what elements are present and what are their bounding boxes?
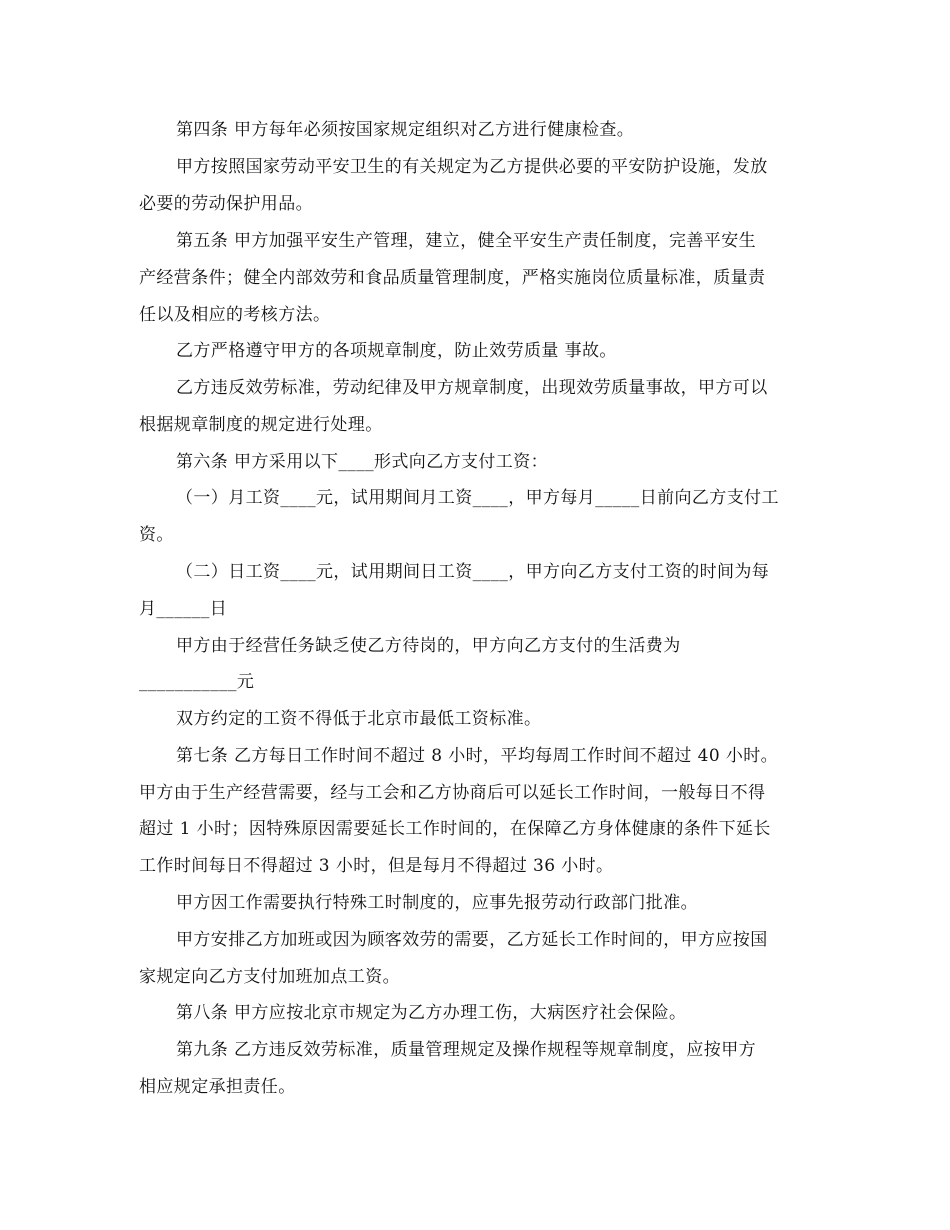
text-line: 相应规定承担责任。 — [139, 1077, 296, 1097]
text-line: 工作时间每日不得超过 3 小时，但是每月不得超过 36 小时。 — [139, 856, 614, 876]
text-line: 第七条 乙方每日工作时间不超过 8 小时，平均每周工作时间不超过 40 小时。 — [176, 746, 779, 766]
text-line: 第五条 甲方加强平安生产管理，建立，健全平安生产责任制度，完善平安生 — [176, 231, 757, 251]
text-line: 乙方违反效劳标准，劳动纪律及甲方规章制度，出现效劳质量事故，甲方可以 — [176, 378, 768, 398]
text-line: 第九条 乙方违反效劳标准，质量管理规定及操作规程等规章制度，应按甲方 — [176, 1040, 757, 1060]
text-line: 必要的劳动保护用品。 — [139, 194, 313, 214]
text-line: （一）月工资____元，试用期间月工资____，甲方每月_____日前向乙方支付工 — [176, 488, 779, 508]
text-line: 乙方严格遵守甲方的各项规章制度，防止效劳质量 事故。 — [176, 341, 617, 361]
text-line: 甲方由于生产经营需要，经与工会和乙方协商后可以延长工作时间，一般每日不得 — [139, 783, 766, 803]
text-line: 甲方因工作需要执行特殊工时制度的，应事先报劳动行政部门批准。 — [176, 893, 698, 913]
text-line: 甲方按照国家劳动平安卫生的有关规定为乙方提供必要的平安防护设施，发放 — [176, 157, 768, 177]
text-line: 双方约定的工资不得低于北京市最低工资标准。 — [176, 709, 542, 729]
text-line: 月______日 — [139, 599, 228, 619]
text-line: 甲方安排乙方加班或因为顾客效劳的需要，乙方延长工作时间的，甲方应按国 — [176, 930, 768, 950]
text-line: ___________元 — [139, 672, 255, 692]
text-line: 甲方由于经营任务缺乏使乙方待岗的，甲方向乙方支付的生活费为 — [176, 636, 681, 656]
text-line: 产经营条件；健全内部效劳和食品质量管理制度，严格实施岗位质量标准，质量责 — [139, 268, 766, 288]
text-line: 第八条 甲方应按北京市规定为乙方办理工伤，大病医疗社会保险。 — [176, 1003, 687, 1023]
text-line: 任以及相应的考核方法。 — [139, 305, 331, 325]
text-line: 超过 1 小时；因特殊原因需要延长工作时间的，在保障乙方身体健康的条件下延长 — [139, 819, 771, 839]
text-line: 第四条 甲方每年必须按国家规定组织对乙方进行健康检查。 — [176, 120, 635, 140]
text-line: （二）日工资____元，试用期间日工资____，甲方向乙方支付工资的时间为每 — [176, 562, 770, 582]
text-line: 第六条 甲方采用以下____形式向乙方支付工资： — [176, 452, 549, 472]
text-line: 家规定向乙方支付加班加点工资。 — [139, 967, 400, 987]
text-line: 资。 — [139, 525, 174, 545]
text-line: 根据规章制度的规定进行处理。 — [139, 415, 383, 435]
